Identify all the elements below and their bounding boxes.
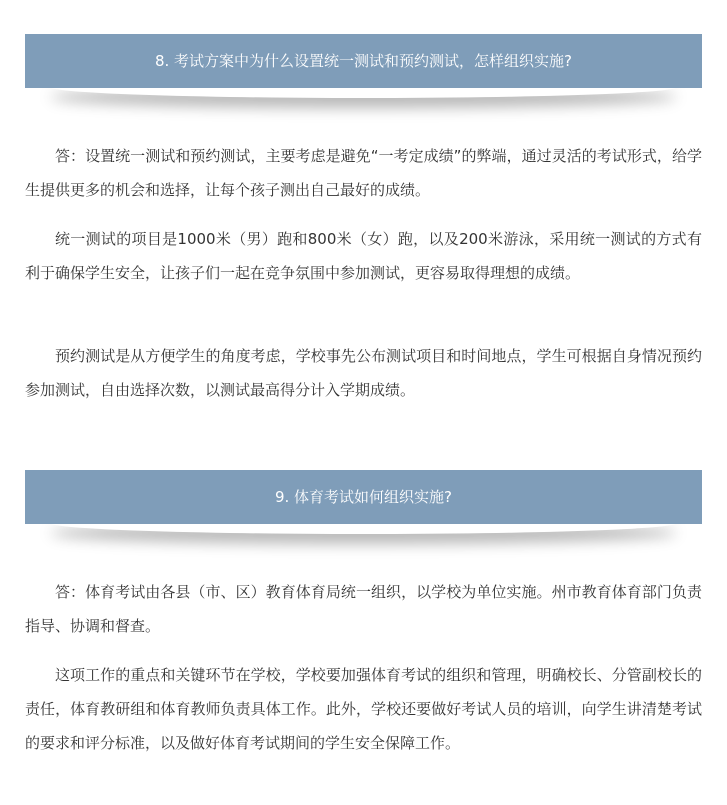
answer-paragraph-q8-1: 答：设置统一测试和预约测试，主要考虑是避免“一考定成绩”的弊端，通过灵活的考试形式，给学生提供更多的机会和选择，让每个孩子测出自己最好的成绩。 [25,147,702,199]
answer-paragraph-q8-2: 统一测试的项目是1000米（男）跑和800米（女）跑，以及200米游泳，采用统一测试的方式有利于确保学生安全，让孩子们一起在竞争氛围中参加测试，更容易取得理想的成绩。 [25,230,702,282]
answer-paragraph-q8-3: 预约测试是从方便学生的角度考虑，学校事先公布测试项目和时间地点，学生可根据自身情况预约参加测试，自由选择次数，以测试最高得分计入学期成绩。 [25,347,702,399]
question-banner-q9 [25,470,702,524]
answer-paragraph-q9-2: 这项工作的重点和关键环节在学校，学校要加强体育考试的组织和管理，明确校长、分管副校长的责任，体育教研组和体育教师负责具体工作。此外，学校还要做好考试人员的培训，向学生讲清楚考试的要求和评分标准，以及做好体育考试期间的学生安全保障工作。 [25,666,702,752]
question-title-q8: 8. 考试方案中为什么设置统一测试和预约测试，怎样组织实施? [25,34,702,88]
answer-paragraph-q9-1: 答：体育考试由各县（市、区）教育体育局统一组织，以学校为单位实施。州市教育体育部门负责指导、协调和督查。 [25,583,702,635]
question-banner-q8 [25,34,702,88]
section-q8 [0,34,727,88]
section-q9 [0,470,727,524]
question-title-q9: 9. 体育考试如何组织实施? [25,470,702,524]
